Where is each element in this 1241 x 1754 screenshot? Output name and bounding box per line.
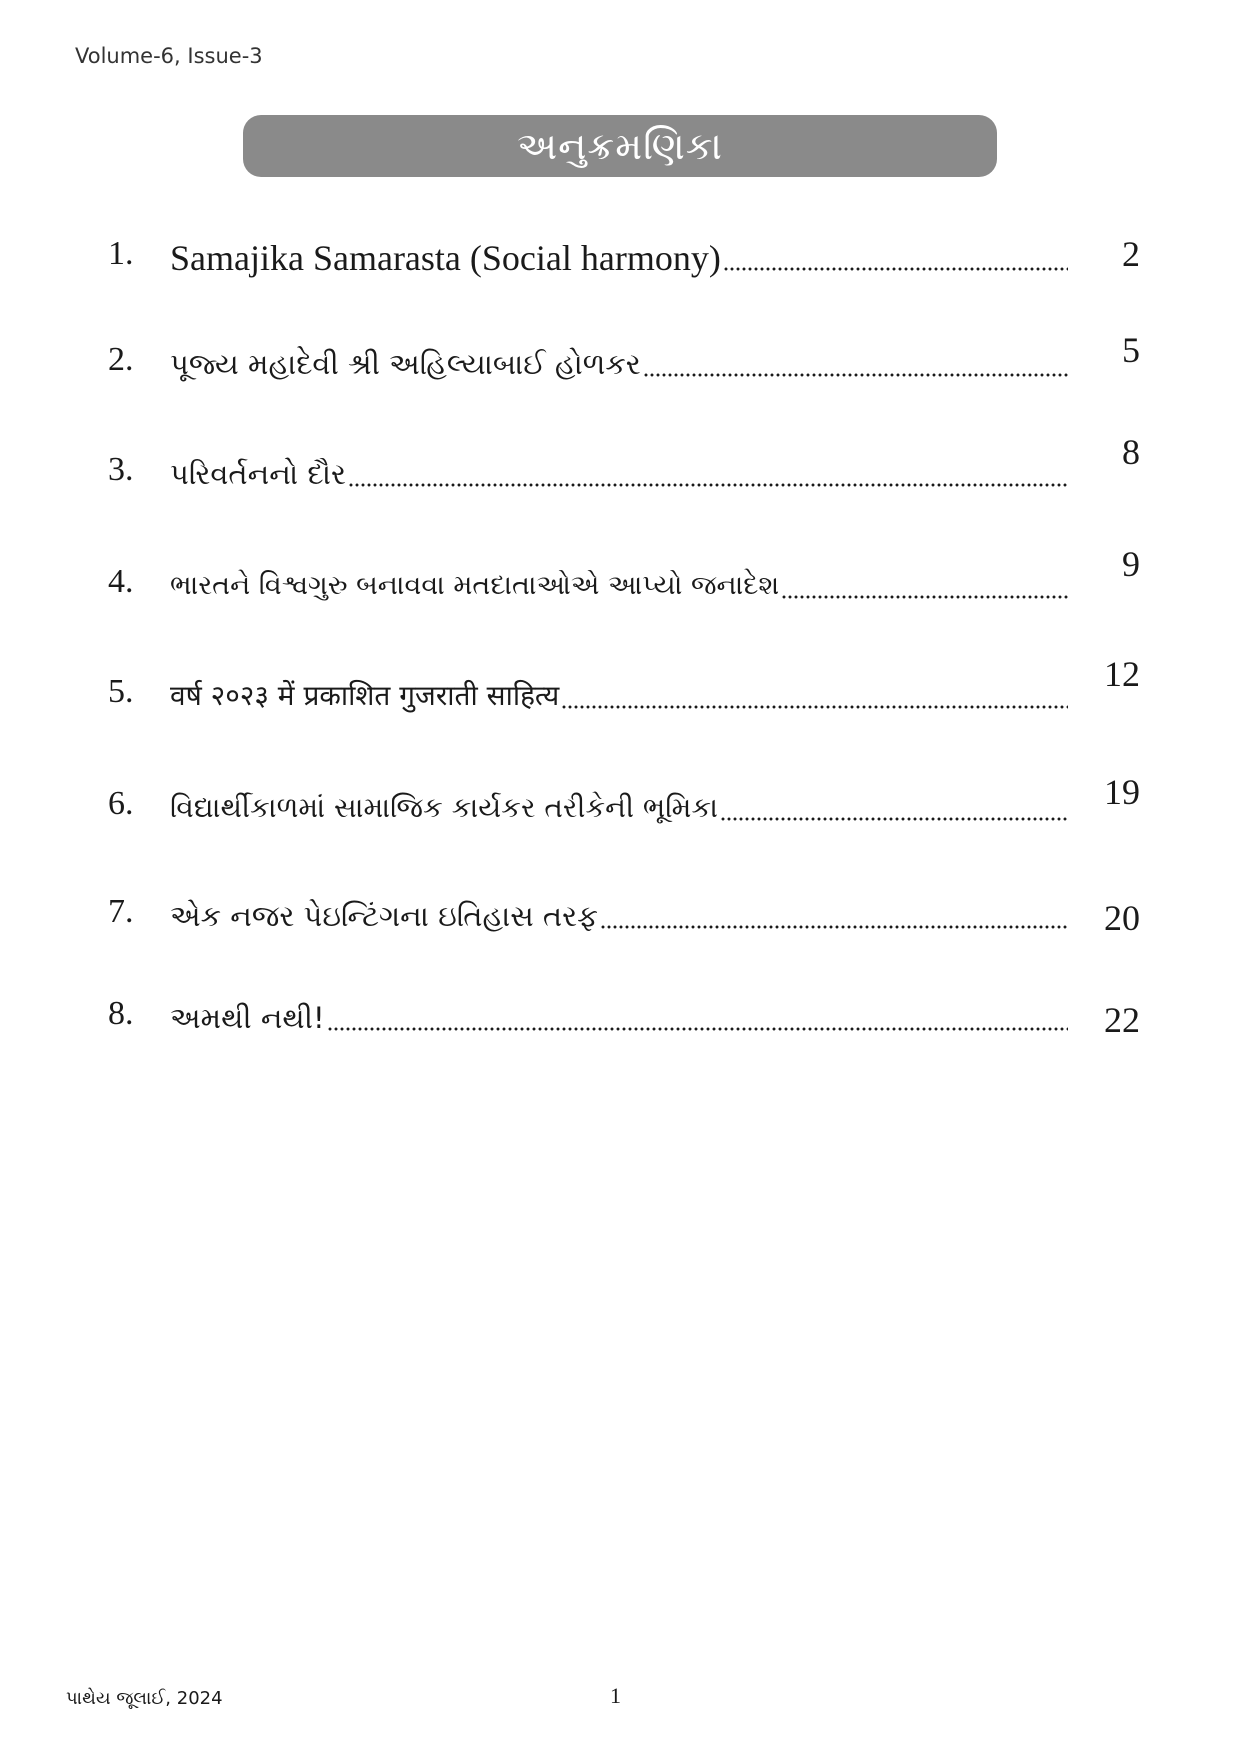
toc-entry-page: 12: [1104, 654, 1140, 694]
toc-entry-number: 2.: [108, 341, 134, 378]
toc-entry-title: वर्ष २०२३ में प्रकाशित गुजराती साहित्य: [170, 679, 560, 712]
toc-entry-number: 7.: [108, 893, 134, 930]
toc-entry[interactable]: [108, 992, 1140, 1052]
toc-entry-title: Samajika Samarasta (Social harmony): [170, 238, 721, 278]
footer-publication-date: પાથેય જૂલાઈ, 2024: [66, 1688, 223, 1709]
toc-entry-number: 4.: [108, 563, 134, 600]
toc-entry-title: વિદ્યાર્થીકાળમાં સામાજિક કાર્યકર તરીકેની ભૂમિકા: [170, 791, 719, 824]
toc-entry[interactable]: [108, 432, 1140, 508]
contents-title: અનુક્રમણિકા: [517, 123, 723, 168]
toc-entry[interactable]: [108, 330, 1140, 398]
toc-entry-page: 8: [1122, 432, 1140, 472]
toc-entry-title: પૂજ્ય મહાદેવી શ્રી અહિલ્યાબાઈ હોળકર: [170, 347, 641, 381]
toc-entry-number: 3.: [108, 451, 134, 488]
toc-entry-page: 9: [1122, 544, 1140, 584]
toc-entry-page: 2: [1122, 234, 1140, 274]
toc-entry-page: 5: [1122, 330, 1140, 370]
toc-entry-title: ભારતને વિશ્વગુરુ બનાવવા મતદાતાઓએ આપ્યો જનાદેશ: [170, 570, 780, 601]
toc-leader-dots: [781, 595, 1068, 599]
toc-entry-page: 22: [1104, 1000, 1140, 1040]
toc-leader-dots: [600, 925, 1068, 929]
toc-leader-dots: [327, 1027, 1068, 1031]
toc-entry-number: 1.: [108, 235, 134, 272]
footer-page-number: 1: [610, 1683, 621, 1708]
volume-issue-label: Volume-6, Issue-3: [75, 44, 263, 68]
toc-entry[interactable]: [108, 890, 1140, 950]
toc-leader-dots: [561, 705, 1068, 709]
toc-leader-dots: [643, 373, 1068, 377]
toc-entry[interactable]: [108, 772, 1140, 842]
toc-entry-page: 19: [1104, 772, 1140, 812]
toc-entry-number: 8.: [108, 995, 134, 1032]
toc-entry-title: પરિવર્તનનો દૌર: [170, 457, 346, 491]
toc-entry-number: 5.: [108, 673, 134, 710]
toc-entry-title: અમથી નથી!: [170, 1001, 325, 1035]
toc-entry-number: 6.: [108, 785, 134, 822]
toc-leader-dots: [723, 267, 1068, 271]
toc-leader-dots: [348, 483, 1068, 487]
toc-entry-page: 20: [1104, 898, 1140, 938]
toc-entry[interactable]: [108, 654, 1140, 730]
toc-entry[interactable]: [108, 544, 1140, 620]
toc-entry-title: એક નજર પેઇન્ટિંગના ઇતિહાસ તરફ: [170, 899, 598, 933]
toc-entry[interactable]: [108, 232, 1140, 292]
contents-title-banner: [243, 115, 997, 177]
toc-leader-dots: [720, 817, 1068, 821]
